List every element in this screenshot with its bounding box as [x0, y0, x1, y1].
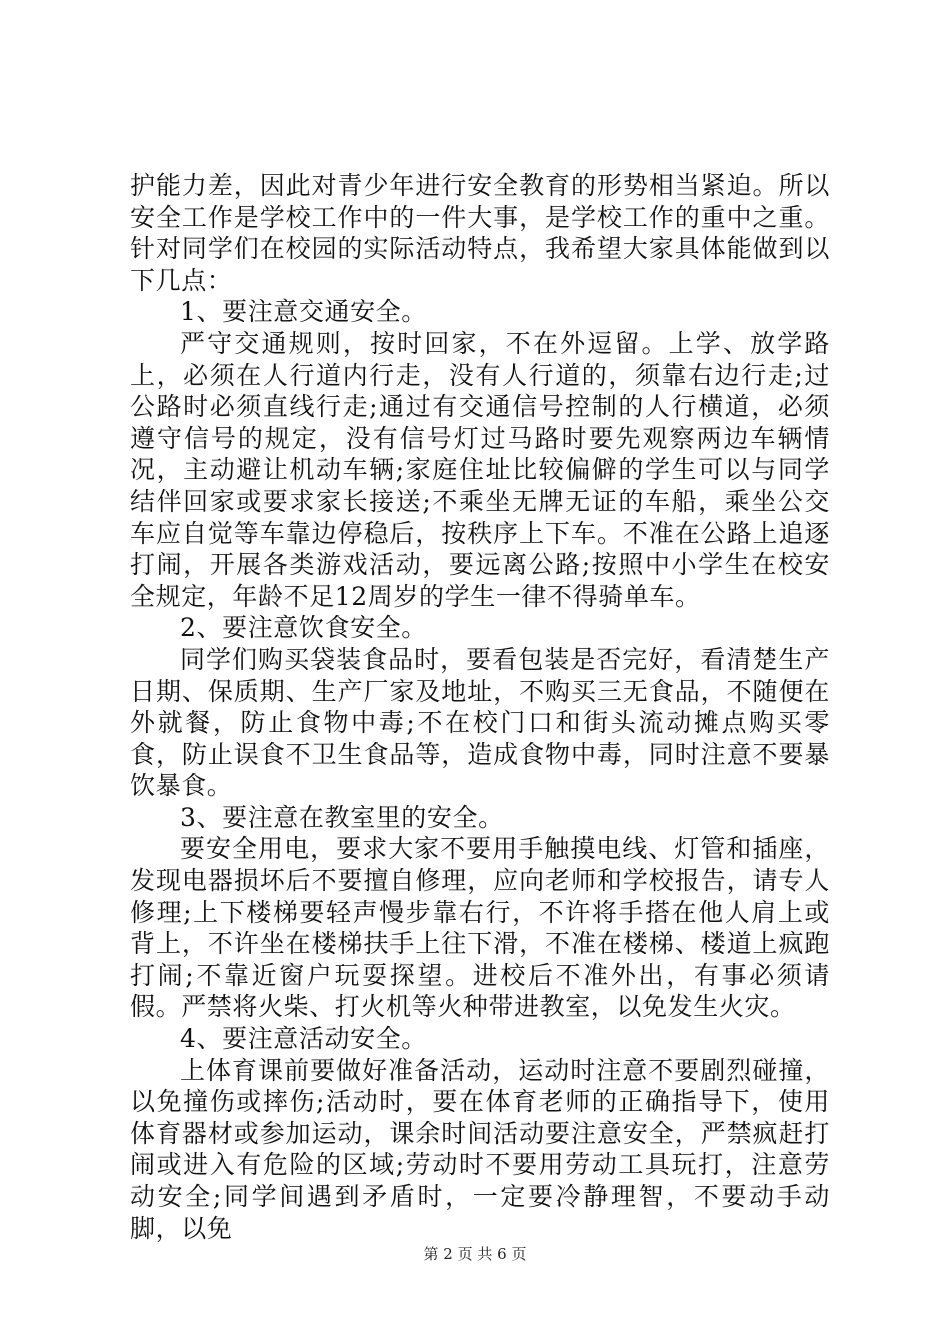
heading-food-safety: 2、要注意饮食安全。 — [180, 613, 427, 643]
paragraph-traffic-safety: 严守交通规则，按时回家，不在外逗留。上学、放学路上，必须在人行道内行走，没有人行道的，须靠右边行走;过公路时必须直线行走;通过有交通信号控制的人行横道，必须遵守信号的规定，没有信号灯过马路时要先观察两边车辆情况，主动避让机动车辆;家庭住址比较偏僻的学生可以与同学结伴回家或要求家长接送;不乘坐无牌无证的车船，乘坐公交车应自觉等车靠边停稳后，按秩序上下车。不准在公路上追逐打闹，开展各类游戏活动，要远离公路;按照中小学生在校安全规定，年龄不足12周岁的学生一律不得骑单车。 — [130, 328, 830, 611]
paragraph-food-safety: 同学们购买袋装食品时，要看包装是否完好，看清楚生产日期、保质期、生产厂家及地址，不购买三无食品，不随便在外就餐，防止食物中毒;不在校门口和街头流动摊点购买零食，防止误食不卫生食品等，造成食物中毒，同时注意不要暴饮暴食。 — [130, 644, 830, 801]
document-body — [130, 170, 830, 1244]
heading-traffic-safety: 1、要注意交通安全。 — [180, 297, 427, 327]
paragraph-intro: 护能力差，因此对青少年进行安全教育的形势相当紧迫。所以安全工作是学校工作中的一件大事，是学校工作的重中之重。针对同学们在校园的实际活动特点，我希望大家具体能做到以下几点： — [130, 171, 830, 295]
heading-classroom-safety: 3、要注意在教室里的安全。 — [180, 802, 504, 832]
page-number-footer: 第 2 页 共 6 页 — [423, 1245, 527, 1263]
heading-activity-safety: 4、要注意活动安全。 — [180, 1024, 427, 1054]
paragraph-activity-safety: 上体育课前要做好准备活动，运动时注意不要剧烈碰撞，以免撞伤或摔伤;活动时，要在体育老师的正确指导下，使用体育器材或参加运动，课余时间活动要注意安全，严禁疯赶打闹或进入有危险的区域;劳动时不要用劳动工具玩打，注意劳动安全;同学间遇到矛盾时，一定要冷静理智，不要动手动脚，以免 — [130, 1055, 830, 1243]
paragraph-classroom-safety: 要安全用电，要求大家不要用手触摸电线、灯管和插座，发现电器损坏后不要擅自修理，应向老师和学校报告，请专人修理;上下楼梯要轻声慢步靠右行，不许将手搭在他人肩上或背上，不许坐在楼梯扶手上往下滑，不准在楼梯、楼道上疯跑打闹;不靠近窗户玩耍探望。进校后不准外出，有事必须请假。严禁将火柴、打火机等火种带进教室，以免发生火灾。 — [130, 834, 830, 1022]
